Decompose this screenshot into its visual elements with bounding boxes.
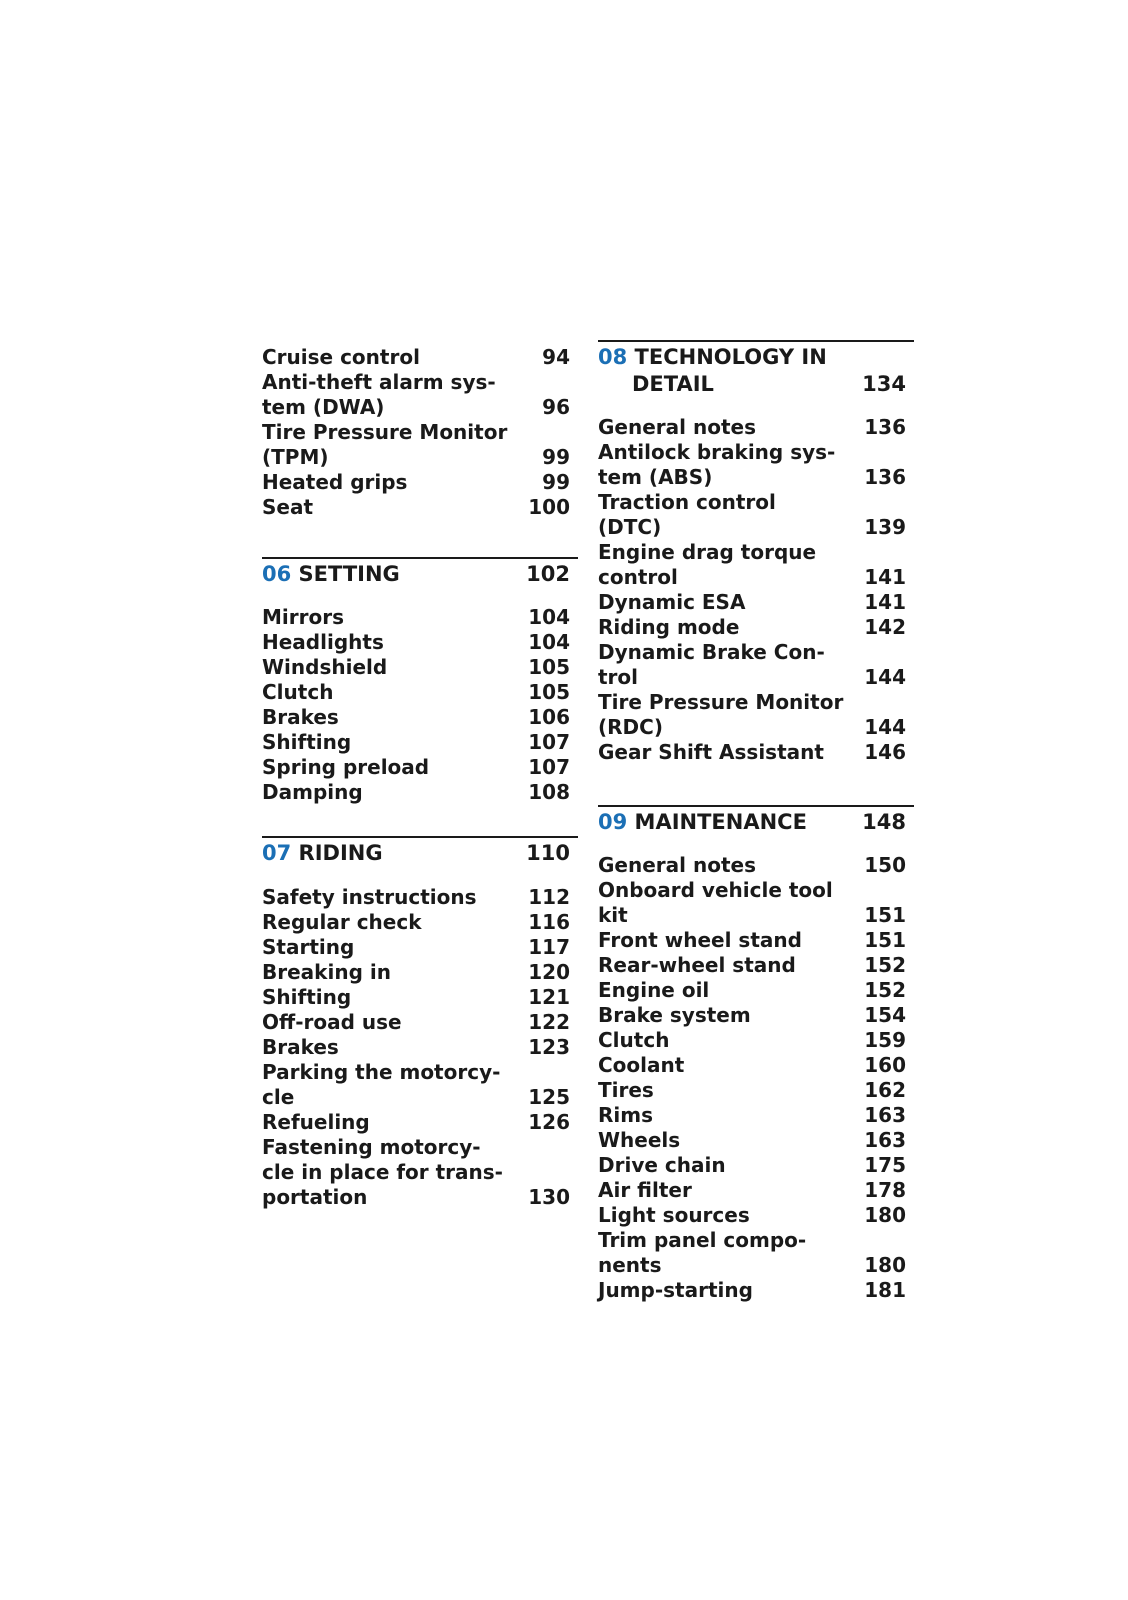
toc-entry-page: 152	[864, 953, 906, 977]
section-page: 148	[862, 810, 906, 834]
toc-entry[interactable]	[598, 615, 914, 640]
section-number: 09	[598, 810, 628, 834]
toc-entry-page: 142	[864, 615, 906, 639]
toc-entry[interactable]	[262, 420, 578, 470]
toc-entry-title: Wheels	[598, 1128, 681, 1152]
section-page: 134	[862, 372, 906, 396]
toc-entry-title: Starting	[262, 935, 355, 959]
toc-entry[interactable]	[262, 605, 578, 630]
toc-entry-page: 120	[528, 960, 570, 984]
toc-entry-page: 96	[542, 395, 570, 419]
toc-group	[262, 885, 578, 1210]
toc-entry-title: Shifting	[262, 730, 352, 754]
toc-entry-page: 178	[864, 1178, 906, 1202]
toc-entry[interactable]	[598, 1153, 914, 1178]
toc-entry-page: 139	[864, 515, 906, 539]
toc-entry-title: Trim panel compo- nents	[598, 1228, 807, 1277]
toc-entry[interactable]	[262, 1110, 578, 1135]
toc-entry-page: 175	[864, 1153, 906, 1177]
section-number: 08	[598, 345, 628, 369]
toc-entry-page: 180	[864, 1253, 906, 1277]
toc-entry-title: Tire Pressure Monitor (RDC)	[598, 690, 844, 739]
toc-entry-title: Traction control (DTC)	[598, 490, 776, 539]
toc-group	[262, 345, 578, 520]
toc-entry[interactable]	[598, 540, 914, 590]
toc-entry[interactable]	[262, 680, 578, 705]
toc-group	[262, 605, 578, 805]
toc-entry-title: Mirrors	[262, 605, 344, 629]
toc-entry-title: Light sources	[598, 1203, 750, 1227]
toc-entry-page: 141	[864, 590, 906, 614]
toc-entry-page: 136	[864, 465, 906, 489]
toc-entry-page: 125	[528, 1085, 570, 1109]
toc-entry-page: 126	[528, 1110, 570, 1134]
toc-entry[interactable]	[262, 1060, 578, 1110]
toc-group	[598, 853, 914, 1303]
section-page: 102	[526, 562, 570, 586]
toc-entry-page: 163	[864, 1103, 906, 1127]
toc-entry[interactable]	[598, 490, 914, 540]
section-title: RIDING	[298, 841, 383, 865]
toc-entry[interactable]	[598, 640, 914, 690]
section-heading-07[interactable]	[262, 836, 578, 867]
toc-entry-page: 122	[528, 1010, 570, 1034]
section-number: 06	[262, 562, 292, 586]
toc-entry[interactable]	[262, 655, 578, 680]
toc-entry[interactable]	[262, 630, 578, 655]
toc-entry[interactable]	[262, 705, 578, 730]
toc-entry-page: 94	[542, 345, 570, 369]
toc-entry-title: Off-road use	[262, 1010, 402, 1034]
toc-entry-page: 141	[864, 565, 906, 589]
toc-entry-page: 154	[864, 1003, 906, 1027]
section-title: MAINTENANCE	[634, 810, 807, 834]
toc-entry-title: General notes	[598, 853, 756, 877]
toc-entry-page: 106	[528, 705, 570, 729]
toc-entry[interactable]	[262, 910, 578, 935]
toc-entry[interactable]	[262, 1035, 578, 1060]
toc-group	[598, 415, 914, 765]
toc-entry[interactable]	[598, 1228, 914, 1278]
toc-entry[interactable]	[598, 415, 914, 440]
toc-entry[interactable]	[598, 853, 914, 878]
section-title-continued: DETAIL	[632, 372, 714, 396]
toc-entry-title: Tires	[598, 1078, 654, 1102]
toc-entry-title: Shifting	[262, 985, 352, 1009]
toc-entry-page: 123	[528, 1035, 570, 1059]
section-heading-06[interactable]	[262, 557, 578, 588]
toc-entry[interactable]	[598, 878, 914, 928]
section-title: SETTING	[298, 562, 400, 586]
section-number: 07	[262, 841, 292, 865]
toc-entry-title: Safety instructions	[262, 885, 477, 909]
toc-entry[interactable]	[262, 935, 578, 960]
toc-entry-page: 144	[864, 665, 906, 689]
toc-entry-title: Spring preload	[262, 755, 430, 779]
toc-entry-title: Rims	[598, 1103, 653, 1127]
toc-entry-title: Seat	[262, 495, 314, 519]
toc-entry-title: Coolant	[598, 1053, 685, 1077]
toc-entry-page: 105	[528, 655, 570, 679]
toc-entry-title: Jump-starting	[598, 1278, 753, 1302]
toc-entry-page: 107	[528, 730, 570, 754]
toc-entry-title: Onboard vehicle tool kit	[598, 878, 833, 927]
toc-entry-page: 144	[864, 715, 906, 739]
toc-entry[interactable]	[262, 1010, 578, 1035]
toc-entry-page: 100	[528, 495, 570, 519]
toc-entry-page: 160	[864, 1053, 906, 1077]
toc-entry[interactable]	[598, 740, 914, 765]
toc-entry-page: 130	[528, 1185, 570, 1209]
toc-entry-title: Rear-wheel stand	[598, 953, 796, 977]
toc-entry-page: 146	[864, 740, 906, 764]
section-title: TECHNOLOGY IN	[634, 345, 827, 369]
toc-entry-page: 104	[528, 605, 570, 629]
toc-entry-page: 108	[528, 780, 570, 804]
toc-entry-page: 136	[864, 415, 906, 439]
toc-entry-page: 151	[864, 903, 906, 927]
toc-entry-title: Tire Pressure Monitor (TPM)	[262, 420, 508, 469]
toc-entry-title: Engine oil	[598, 978, 710, 1002]
toc-entry[interactable]	[262, 780, 578, 805]
toc-entry-page: 107	[528, 755, 570, 779]
toc-entry-title: Brakes	[262, 705, 339, 729]
toc-entry-title: Anti-theft alarm sys- tem (DWA)	[262, 370, 496, 419]
toc-entry[interactable]	[598, 1028, 914, 1053]
section-page: 110	[526, 841, 570, 865]
toc-entry-page: 99	[542, 470, 570, 494]
toc-entry-title: Front wheel stand	[598, 928, 802, 952]
toc-entry-title: Refueling	[262, 1110, 370, 1134]
toc-entry-title: Dynamic Brake Con- trol	[598, 640, 825, 689]
toc-entry[interactable]	[598, 1203, 914, 1228]
toc-entry-title: Fastening motorcy- cle in place for trans- portation	[262, 1135, 503, 1209]
toc-entry-page: 112	[528, 885, 570, 909]
toc-entry-page: 99	[542, 445, 570, 469]
toc-entry-page: 121	[528, 985, 570, 1009]
toc-entry[interactable]	[262, 1135, 578, 1210]
toc-entry[interactable]	[598, 1178, 914, 1203]
toc-entry-title: Dynamic ESA	[598, 590, 746, 614]
toc-entry[interactable]	[598, 978, 914, 1003]
toc-entry-page: 152	[864, 978, 906, 1002]
toc-entry-title: Regular check	[262, 910, 422, 934]
toc-entry-page: 162	[864, 1078, 906, 1102]
toc-entry[interactable]	[598, 953, 914, 978]
toc-entry-page: 151	[864, 928, 906, 952]
toc-entry-title: Breaking in	[262, 960, 391, 984]
toc-entry-page: 116	[528, 910, 570, 934]
toc-entry[interactable]	[262, 370, 578, 420]
toc-entry-title: Windshield	[262, 655, 388, 679]
toc-entry-page: 117	[528, 935, 570, 959]
toc-entry-page: 105	[528, 680, 570, 704]
toc-entry[interactable]	[262, 960, 578, 985]
toc-entry-title: General notes	[598, 415, 756, 439]
toc-entry[interactable]	[598, 1128, 914, 1153]
toc-entry-title: Brake system	[598, 1003, 751, 1027]
toc-entry[interactable]	[262, 495, 578, 520]
toc-entry-page: 181	[864, 1278, 906, 1302]
toc-entry-title: Air filter	[598, 1178, 692, 1202]
toc-entry-title: Brakes	[262, 1035, 339, 1059]
toc-entry[interactable]	[598, 1078, 914, 1103]
toc-entry[interactable]	[598, 690, 914, 740]
toc-entry-title: Damping	[262, 780, 363, 804]
toc-entry[interactable]	[262, 345, 578, 370]
toc-entry-title: Antilock braking sys- tem (ABS)	[598, 440, 836, 489]
toc-entry[interactable]	[598, 1003, 914, 1028]
toc-entry[interactable]	[598, 1103, 914, 1128]
toc-entry-title: Headlights	[262, 630, 384, 654]
toc-entry-page: 163	[864, 1128, 906, 1152]
toc-entry[interactable]	[598, 1053, 914, 1078]
toc-entry-page: 104	[528, 630, 570, 654]
toc-entry-title: Clutch	[598, 1028, 670, 1052]
toc-entry[interactable]	[262, 985, 578, 1010]
toc-entry-title: Clutch	[262, 680, 334, 704]
toc-entry-title: Drive chain	[598, 1153, 726, 1177]
toc-entry-title: Parking the motorcy- cle	[262, 1060, 501, 1109]
toc-entry[interactable]	[262, 755, 578, 780]
toc-entry[interactable]	[598, 928, 914, 953]
toc-entry-title: Engine drag torque control	[598, 540, 817, 589]
toc-entry-page: 150	[864, 853, 906, 877]
toc-entry-page: 180	[864, 1203, 906, 1227]
toc-entry-title: Gear Shift Assistant	[598, 740, 824, 764]
toc-entry-title: Heated grips	[262, 470, 408, 494]
section-heading-08[interactable]	[598, 340, 914, 398]
toc-entry-title: Cruise control	[262, 345, 420, 369]
toc-entry[interactable]	[598, 1278, 914, 1303]
toc-entry[interactable]	[262, 730, 578, 755]
toc-entry[interactable]	[598, 440, 914, 490]
toc-entry[interactable]	[598, 590, 914, 615]
toc-entry[interactable]	[262, 470, 578, 495]
toc-entry-title: Riding mode	[598, 615, 740, 639]
toc-entry[interactable]	[262, 885, 578, 910]
toc-entry-page: 159	[864, 1028, 906, 1052]
section-heading-09[interactable]	[598, 805, 914, 836]
